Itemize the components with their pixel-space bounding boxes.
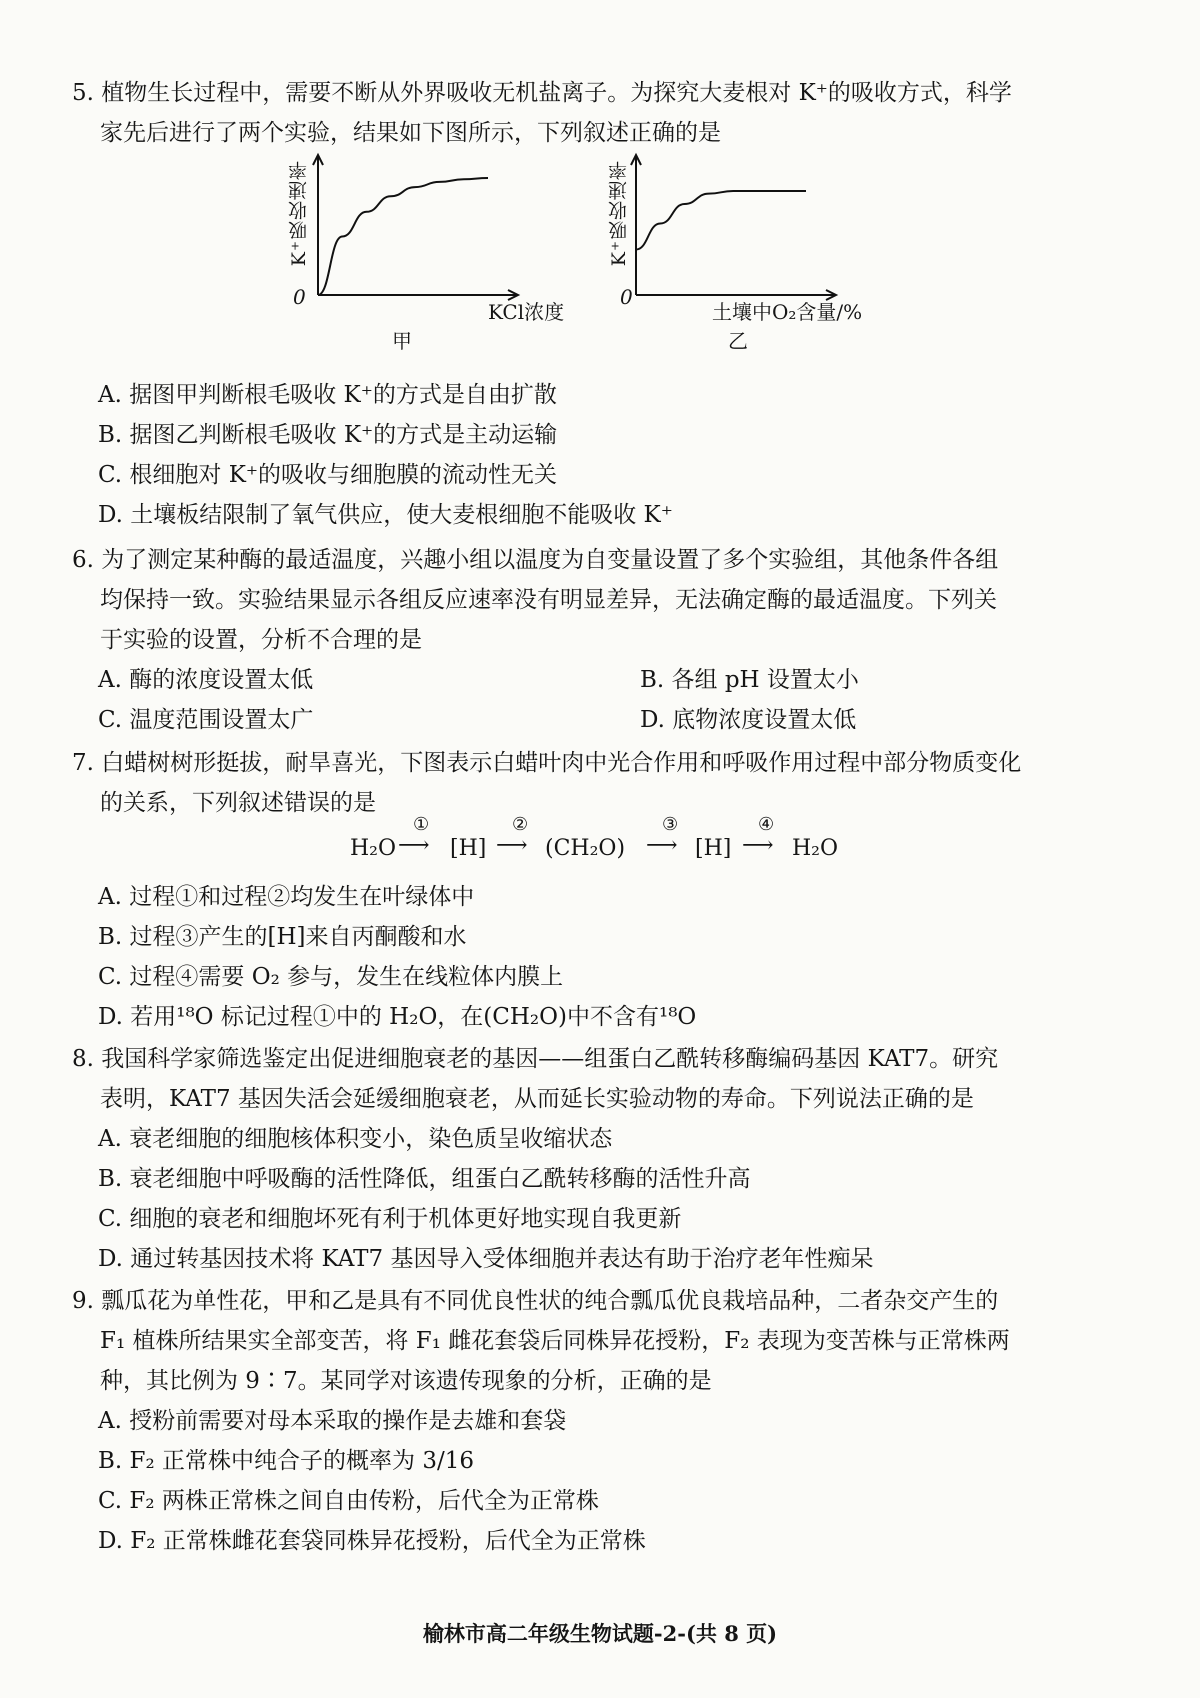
q8-option-d: D. 通过转基因技术将 KAT7 基因导入受体细胞并表达有助于治疗老年性痴呆	[98, 1246, 874, 1272]
chart-jia-ylabel: K⁺吸收速率	[288, 160, 310, 267]
eq-step-3: ③	[662, 814, 679, 835]
q9-stem-line1: 9. 瓢瓜花为单性花，甲和乙是具有不同优良性状的纯合瓢瓜优良栽培品种，二者杂交产生的	[72, 1288, 999, 1314]
q7-option-c: C. 过程④需要 O₂ 参与，发生在线粒体内膜上	[98, 964, 564, 990]
q6-option-a: A. 酶的浓度设置太低	[98, 667, 314, 693]
q6-option-c: C. 温度范围设置太广	[98, 707, 314, 733]
q9-stem-line3: 种，其比例为 9∶7。某同学对该遗传现象的分析，正确的是	[100, 1368, 712, 1394]
chart-yi-caption: 乙	[728, 329, 748, 353]
page-footer: 榆林市高二年级生物试题-2-(共 8 页)	[422, 1621, 778, 1646]
q8-stem-line1: 8. 我国科学家筛选鉴定出促进细胞衰老的基因——组蛋白乙酰转移酶编码基因 KAT7。研究	[72, 1046, 999, 1072]
chart-jia-xlabel: KCl浓度	[488, 300, 565, 324]
q8-option-b: B. 衰老细胞中呼吸酶的活性降低，组蛋白乙酰转移酶的活性升高	[98, 1166, 751, 1192]
arrow-icon: ⟶	[496, 833, 528, 858]
q7-stem-line1: 7. 白蜡树树形挺拔，耐旱喜光，下图表示白蜡叶肉中光合作用和呼吸作用过程中部分物质变化	[72, 750, 1022, 776]
q7-stem-line2: 的关系，下列叙述错误的是	[100, 790, 376, 816]
q9-option-c: C. F₂ 两株正常株之间自由传粉，后代全为正常株	[98, 1488, 599, 1514]
q5-stem-line1: 5. 植物生长过程中，需要不断从外界吸收无机盐离子。为探究大麦根对 K⁺的吸收方式，科学	[72, 80, 1012, 106]
q5-option-c: C. 根细胞对 K⁺的吸收与细胞膜的流动性无关	[98, 462, 558, 488]
q9-option-d: D. F₂ 正常株雌花套袋同株异花授粉，后代全为正常株	[98, 1528, 646, 1554]
q6-stem-line2: 均保持一致。实验结果显示各组反应速率没有明显差异，无法确定酶的最适温度。下列关	[100, 587, 997, 613]
eq-h2o-start: H₂O	[350, 836, 397, 861]
eq-h-2: [H]	[695, 836, 732, 861]
chart-yi-xlabel: 土壤中O₂含量/%	[712, 300, 863, 324]
eq-ch2o: (CH₂O)	[545, 836, 626, 861]
series-line-1	[636, 191, 806, 250]
chart-jia-origin: 0	[293, 285, 306, 309]
q8-option-c: C. 细胞的衰老和细胞坏死有利于机体更好地实现自我更新	[98, 1206, 682, 1232]
chart-yi-origin: 0	[620, 285, 633, 309]
q9-option-b: B. F₂ 正常株中纯合子的概率为 3/16	[98, 1448, 474, 1474]
q7-option-d: D. 若用¹⁸O 标记过程①中的 H₂O，在(CH₂O)中不含有¹⁸O	[98, 1004, 697, 1030]
q6-stem-line3: 于实验的设置，分析不合理的是	[100, 627, 422, 653]
q8-option-a: A. 衰老细胞的细胞核体积变小，染色质呈收缩状态	[98, 1126, 613, 1152]
eq-h-1: [H]	[450, 836, 487, 861]
q6-option-b: B. 各组 pH 设置太小	[640, 667, 859, 693]
series-line-0	[318, 178, 488, 295]
eq-step-1: ①	[413, 814, 430, 835]
eq-step-2: ②	[512, 814, 529, 835]
q9-stem-line2: F₁ 植株所结果实全部变苦，将 F₁ 雌花套袋后同株异花授粉，F₂ 表现为变苦株与正常株两	[100, 1328, 1010, 1354]
chart-jia-caption: 甲	[392, 329, 412, 353]
arrow-icon: ⟶	[646, 833, 678, 858]
q5-option-a: A. 据图甲判断根毛吸收 K⁺的方式是自由扩散	[98, 382, 557, 408]
q7-option-a: A. 过程①和过程②均发生在叶绿体中	[98, 884, 475, 910]
q8-stem-line2: 表明，KAT7 基因失活会延缓细胞衰老，从而延长实验动物的寿命。下列说法正确的是	[100, 1086, 974, 1112]
chart-jia	[282, 145, 565, 360]
eq-h2o-end: H₂O	[792, 836, 839, 861]
q7-option-b: B. 过程③产生的[H]来自丙酮酸和水	[98, 924, 467, 950]
q5-option-b: B. 据图乙判断根毛吸收 K⁺的方式是主动运输	[98, 422, 558, 448]
q6-option-d: D. 底物浓度设置太低	[640, 707, 857, 733]
q9-option-a: A. 授粉前需要对母本采取的操作是去雄和套袋	[98, 1408, 567, 1434]
q5-stem-line2: 家先后进行了两个实验，结果如下图所示，下列叙述正确的是	[100, 120, 721, 146]
q6-stem-line1: 6. 为了测定某种酶的最适温度，兴趣小组以温度为自变量设置了多个实验组，其他条件各组	[72, 547, 999, 573]
eq-step-4: ④	[758, 814, 775, 835]
arrow-icon: ⟶	[398, 833, 430, 858]
chart-yi-ylabel: K⁺吸收速率	[608, 160, 630, 267]
q5-option-d: D. 土壤板结限制了氧气供应，使大麦根细胞不能吸收 K⁺	[98, 502, 673, 528]
arrow-icon: ⟶	[742, 833, 774, 858]
